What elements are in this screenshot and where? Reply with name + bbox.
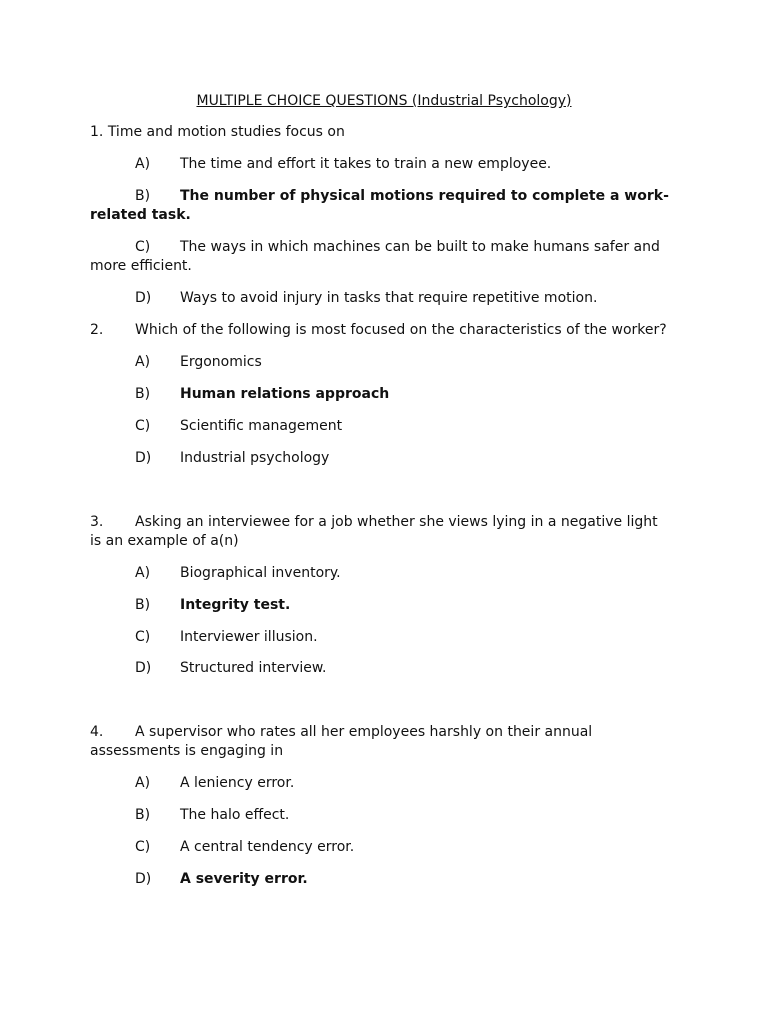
option-3a [135, 564, 670, 583]
option-text: The ways in which machines can be built to make humans safer and more efficient. [90, 239, 660, 274]
option-2b-correct [135, 385, 670, 404]
option-text: A leniency error. [180, 775, 295, 791]
option-1c [90, 238, 670, 276]
option-3c [135, 628, 670, 647]
option-letter: C) [135, 839, 151, 855]
document-title: MULTIPLE CHOICE QUESTIONS (Industrial Psychology) [196, 93, 572, 109]
question-number: 2. [90, 322, 104, 338]
question-4 [90, 723, 670, 761]
option-text: Interviewer illusion. [180, 629, 318, 645]
option-text: A central tendency error. [180, 839, 355, 855]
option-letter: D) [135, 660, 152, 676]
option-letter: A) [135, 775, 151, 791]
question-number: 4. [90, 724, 104, 740]
option-letter: C) [135, 418, 151, 434]
option-1a [135, 155, 670, 174]
option-text: The halo effect. [180, 807, 290, 823]
option-letter: D) [135, 871, 152, 887]
option-4d-correct [135, 870, 670, 889]
option-letter: B) [135, 597, 151, 613]
option-letter: A) [135, 156, 151, 172]
question-text: Time and motion studies focus on [107, 124, 345, 140]
option-text: Industrial psychology [180, 450, 330, 466]
question-3 [90, 513, 670, 551]
question-number: 3. [90, 514, 104, 530]
option-2a [135, 353, 670, 372]
option-text: Human relations approach [180, 386, 390, 402]
option-3b-correct [135, 596, 670, 615]
option-4a [135, 774, 670, 793]
question-text: A supervisor who rates all her employees harshly on their annual assessments is engaging in [90, 724, 593, 759]
option-text: A severity error. [180, 871, 308, 887]
question-2 [90, 321, 670, 340]
option-letter: C) [135, 629, 151, 645]
option-letter: D) [135, 290, 152, 306]
question-text: Asking an interviewee for a job whether she views lying in a negative light is an example of a(n) [90, 514, 658, 549]
option-letter: C) [135, 239, 151, 255]
option-1d [135, 289, 670, 308]
question-number: 1. [90, 124, 104, 140]
option-text: Integrity test. [180, 597, 291, 613]
option-letter: D) [135, 450, 152, 466]
option-2c [135, 417, 670, 436]
option-2d [135, 449, 670, 468]
option-text: The time and effort it takes to train a new employee. [180, 156, 552, 172]
option-1b-correct [90, 187, 670, 225]
question-text: Which of the following is most focused on the characteristics of the worker? [135, 322, 667, 338]
option-3d [135, 659, 670, 678]
question-1 [90, 123, 670, 142]
option-text: The number of physical motions required to complete a work-related task. [90, 188, 669, 223]
option-text: Ways to avoid injury in tasks that require repetitive motion. [180, 290, 598, 306]
option-text: Structured interview. [180, 660, 327, 676]
option-text: Scientific management [180, 418, 343, 434]
option-4b [135, 806, 670, 825]
option-text: Biographical inventory. [180, 565, 341, 581]
option-letter: A) [135, 354, 151, 370]
option-4c [135, 838, 670, 857]
option-letter: A) [135, 565, 151, 581]
option-letter: B) [135, 386, 151, 402]
option-letter: B) [135, 188, 151, 204]
option-text: Ergonomics [180, 354, 262, 370]
option-letter: B) [135, 807, 151, 823]
